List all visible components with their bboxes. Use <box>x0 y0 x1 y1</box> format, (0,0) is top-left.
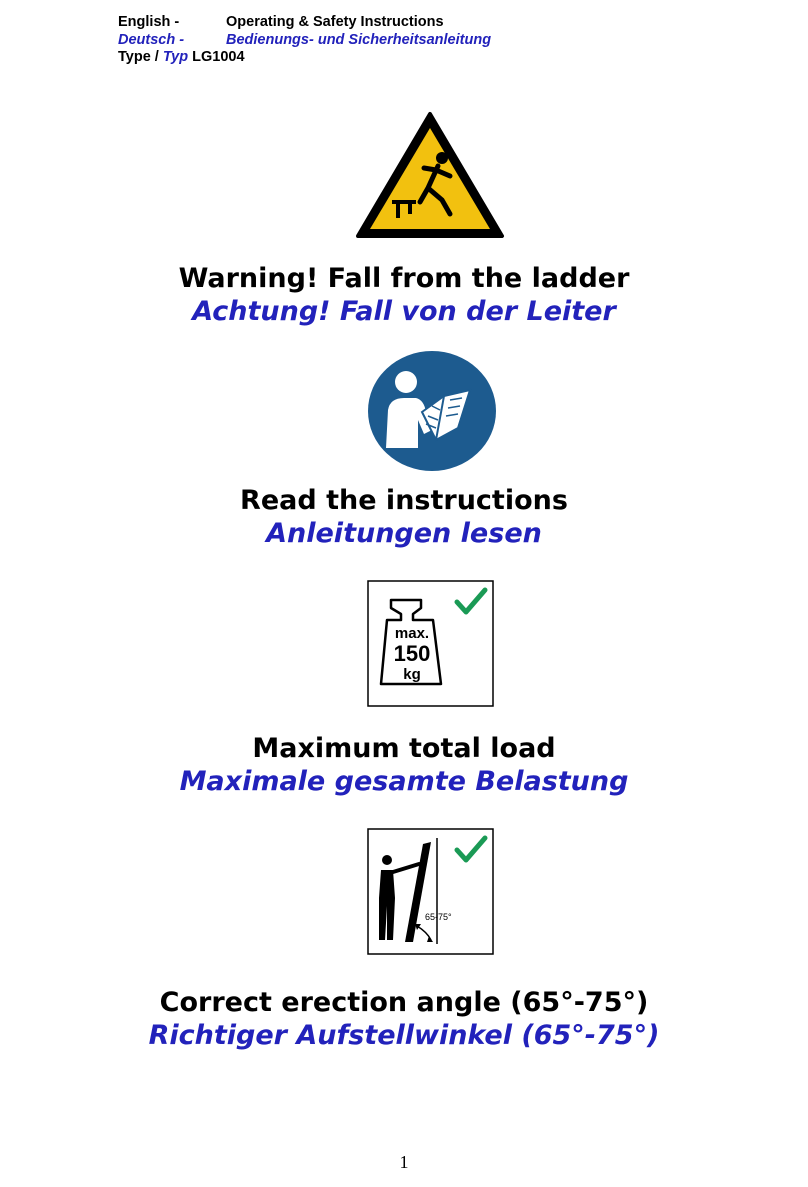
weight-text-unit: kg <box>403 666 421 683</box>
weight-text-value: 150 <box>393 641 431 666</box>
read-instructions-icon <box>366 350 498 472</box>
header-row-german <box>118 32 491 50</box>
max-load-weight-icon <box>367 580 494 707</box>
ladder-angle-icon <box>367 828 494 955</box>
angle-label: 65-75° <box>425 912 452 922</box>
section-title-de: Anleitungen lesen <box>266 518 542 549</box>
section-title-de: Achtung! Fall von der Leiter <box>192 296 616 327</box>
section-erection-angle <box>0 986 808 1052</box>
section-fall-warning <box>0 262 808 328</box>
section-read-instructions <box>0 484 808 550</box>
header-language-en: English - <box>118 14 180 30</box>
fall-hazard-warning-icon <box>354 110 506 240</box>
header-row-type <box>118 49 491 67</box>
header-type-label-de: Typ <box>162 49 189 65</box>
header-language-de: Deutsch - <box>118 31 185 48</box>
header-title-de: Bedienungs- und Sicherheitsanleitung <box>226 31 492 48</box>
weight-text-max: max. <box>394 625 430 642</box>
section-title-en: Read the instructions <box>240 485 568 516</box>
section-title-en: Correct erection angle (65°-75°) <box>159 987 649 1018</box>
section-title-en: Warning! Fall from the ladder <box>178 263 630 294</box>
header-title-en: Operating & Safety Instructions <box>226 14 444 30</box>
header-row-english <box>118 14 491 32</box>
section-title-de: Richtiger Aufstellwinkel (65°-75°) <box>148 1020 660 1051</box>
section-title-de: Maximale gesamte Belastung <box>179 766 629 797</box>
header-type-label-en: Type / <box>118 49 159 65</box>
section-title-en: Maximum total load <box>252 733 556 764</box>
page-number: 1 <box>399 1152 409 1172</box>
header-model: LG1004 <box>192 49 245 65</box>
section-max-load <box>0 732 808 798</box>
document-header <box>118 14 491 67</box>
